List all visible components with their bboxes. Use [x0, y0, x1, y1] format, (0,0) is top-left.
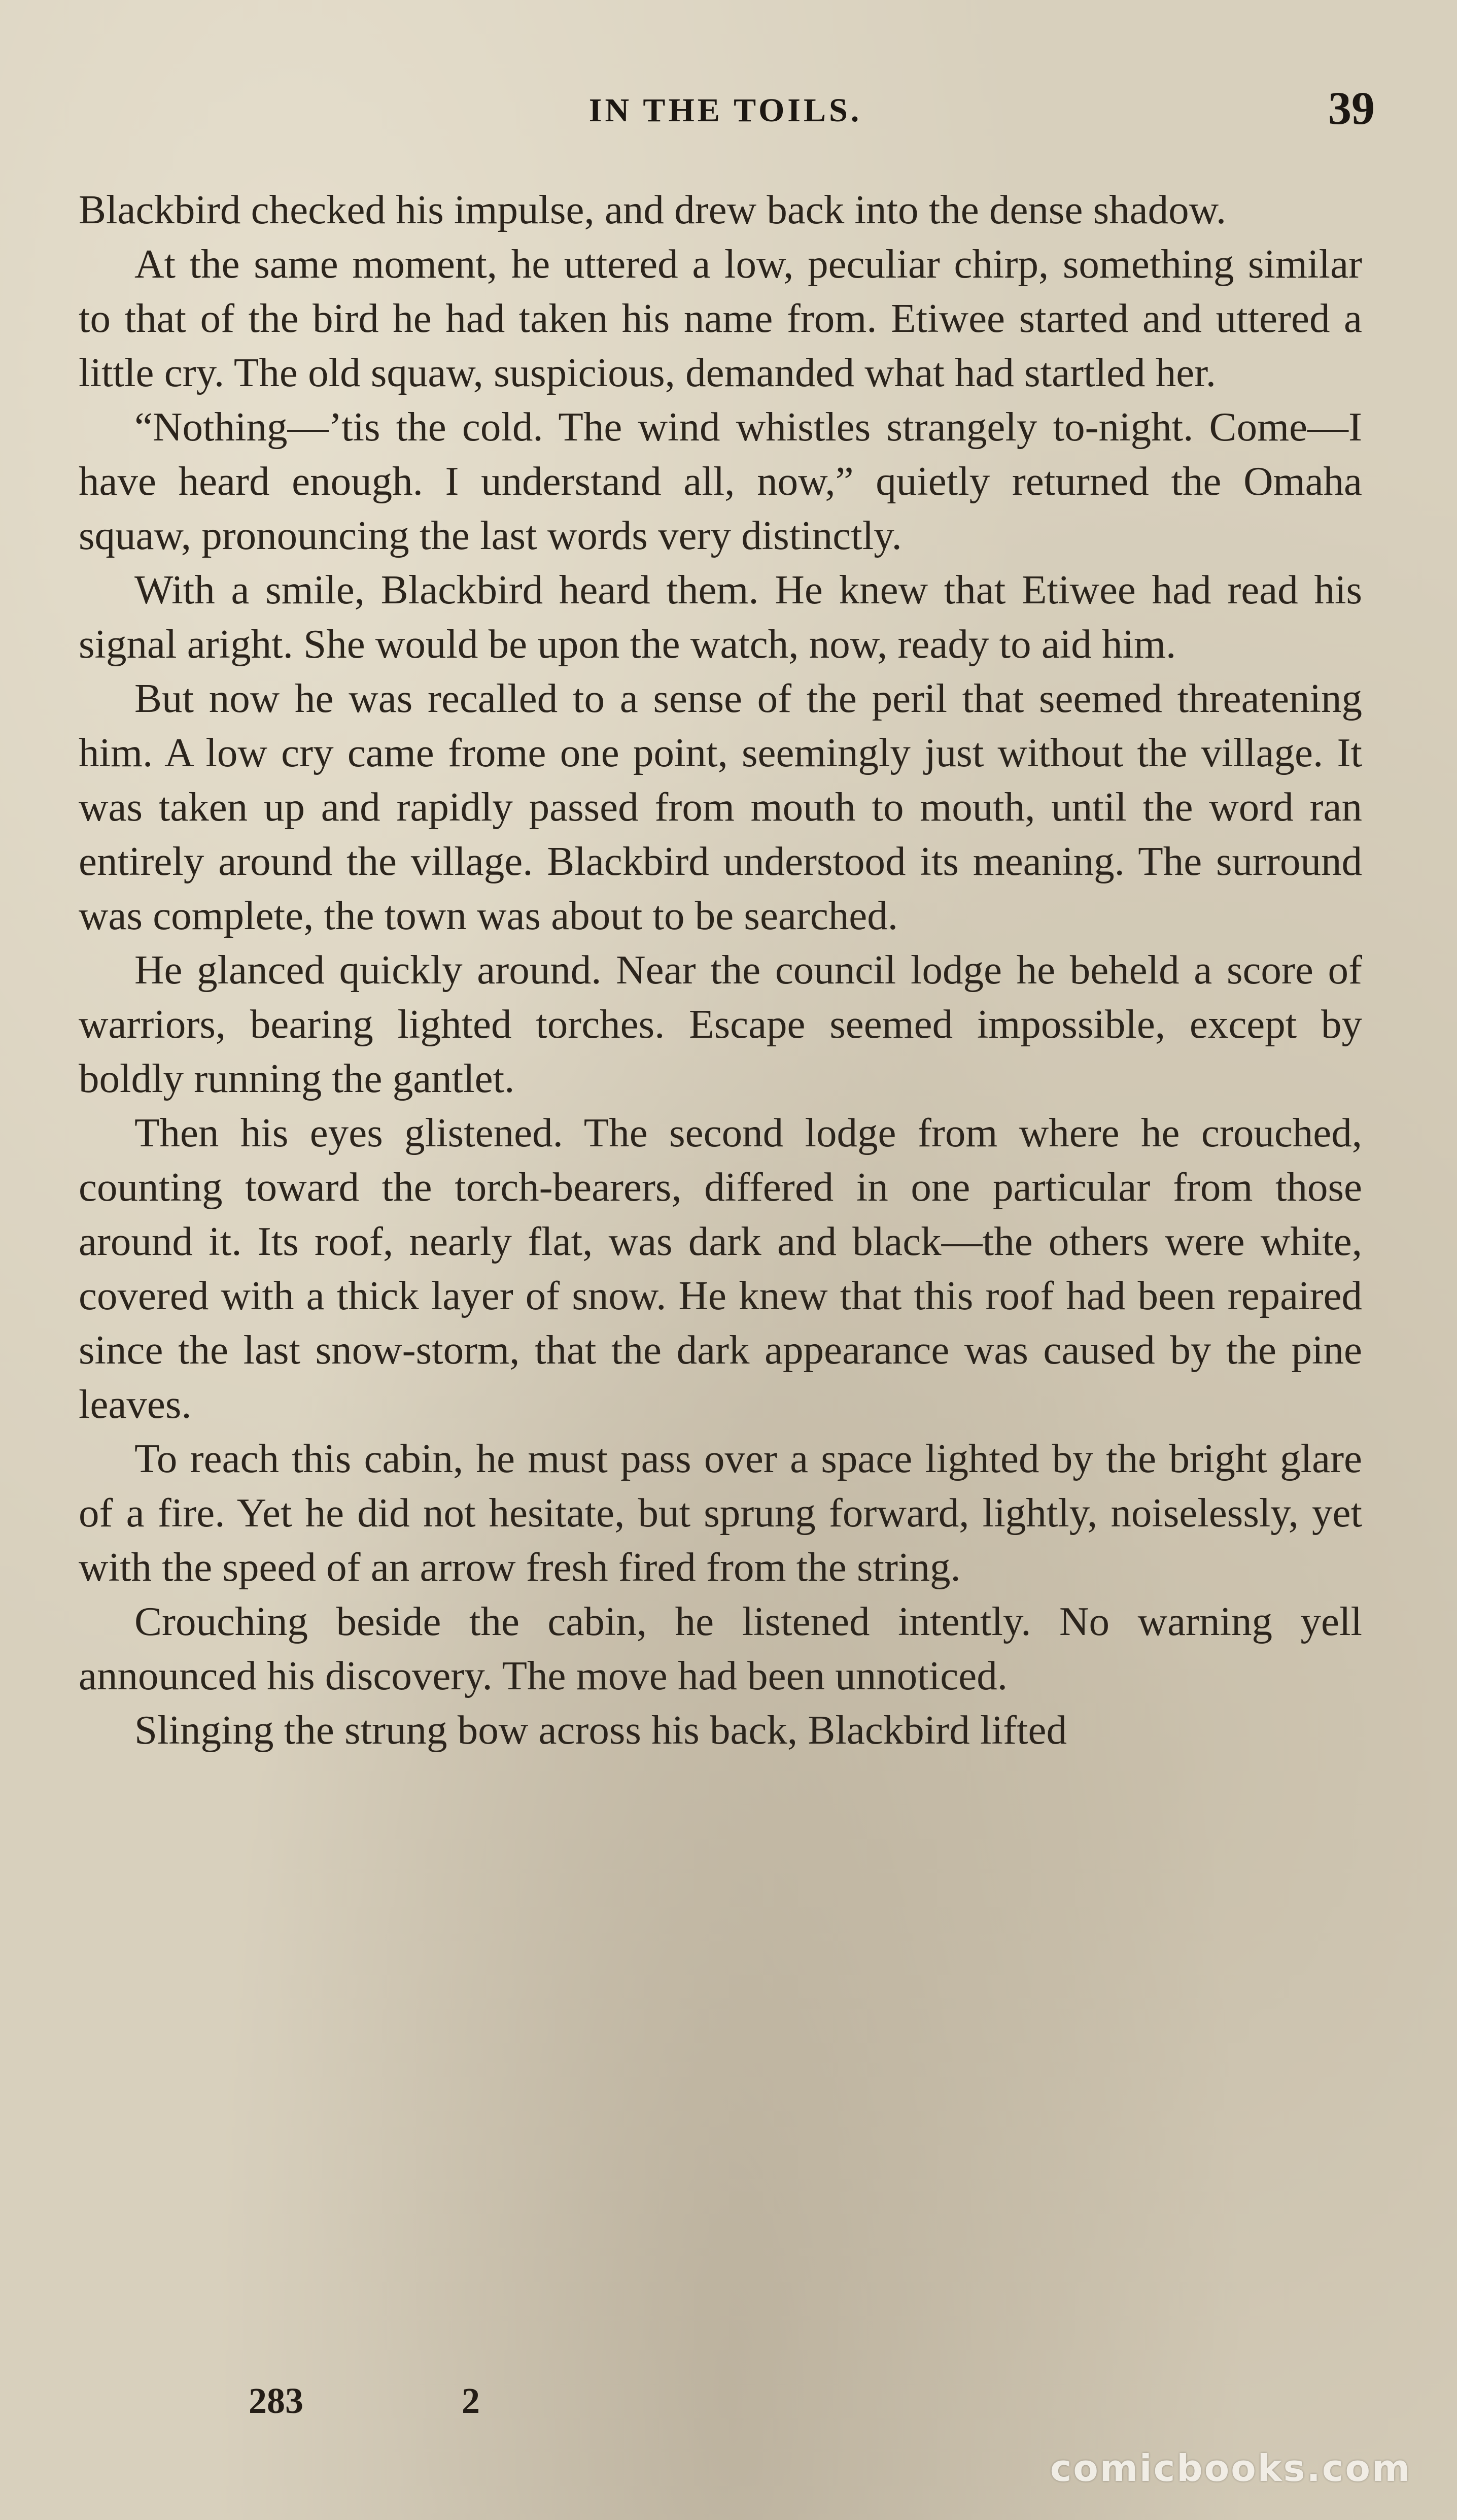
running-title: IN THE TOILS. — [588, 92, 862, 129]
paragraph: Blackbird checked his impulse, and drew back into the dense shadow. — [79, 187, 1227, 232]
signature-mark: 2 — [462, 2380, 480, 2421]
printer-signature — [249, 2380, 604, 2431]
paragraph: But now he was recalled to a sense of the peril that seemed threatening him. A low cry came frome one point, seemingly just without the village. It was taken up and rapidly passed from mouth to mouth, until the word ran entirely around the village. Blackbird understood its meaning. The surround was complete, the town was about to be searched. — [79, 675, 1362, 938]
body-text — [79, 183, 1362, 1757]
page-number: 39 — [1328, 82, 1375, 134]
paragraph: Slinging the strung bow across his back, Blackbird lifted — [134, 1707, 1067, 1753]
paragraph: Crouching beside the cabin, he listened intently. No warning yell announced his discovery. The move had been unnoticed. — [79, 1598, 1362, 1698]
signature-number: 283 — [249, 2380, 303, 2421]
paragraph: With a smile, Blackbird heard them. He knew that Etiwee had read his signal aright. She would be upon the watch, now, ready to aid him. — [79, 567, 1362, 667]
paragraph: Then his eyes glistened. The second lodge from where he crouched, counting toward the torch-bearers, differed in one particular from those around it. Its roof, nearly flat, was dark and black—the others were white, covered with a thick layer of snow. He knew that this roof had been repaired since the last snow-storm, that the dark appearance was caused by the pine leaves. — [79, 1110, 1362, 1427]
paragraph: To reach this cabin, he must pass over a space lighted by the bright glare of a fire. Yet he did not hesitate, but sprung forward, lightly, noiselessly, yet with the speed of an arrow fresh fired from the string. — [79, 1436, 1362, 1590]
watermark: comicbooks.com — [1050, 2447, 1411, 2490]
paragraph: He glanced quickly around. Near the council lodge he beheld a score of warriors, bearing lighted torches. Escape seemed impossible, except by boldly running the gantlet. — [79, 947, 1362, 1101]
paragraph: At the same moment, he uttered a low, peculiar chirp, something similar to that of the bird he had taken his name from. Etiwee started and uttered a little cry. The old squaw, suspicious, demanded what had startled her. — [79, 241, 1362, 395]
paragraph: “Nothing—’tis the cold. The wind whistles strangely to-night. Come—I have heard enough. I understand all, now,” quietly returned the Omaha squaw, pronouncing the last words very distinctly. — [79, 404, 1362, 558]
running-head — [76, 76, 1375, 142]
